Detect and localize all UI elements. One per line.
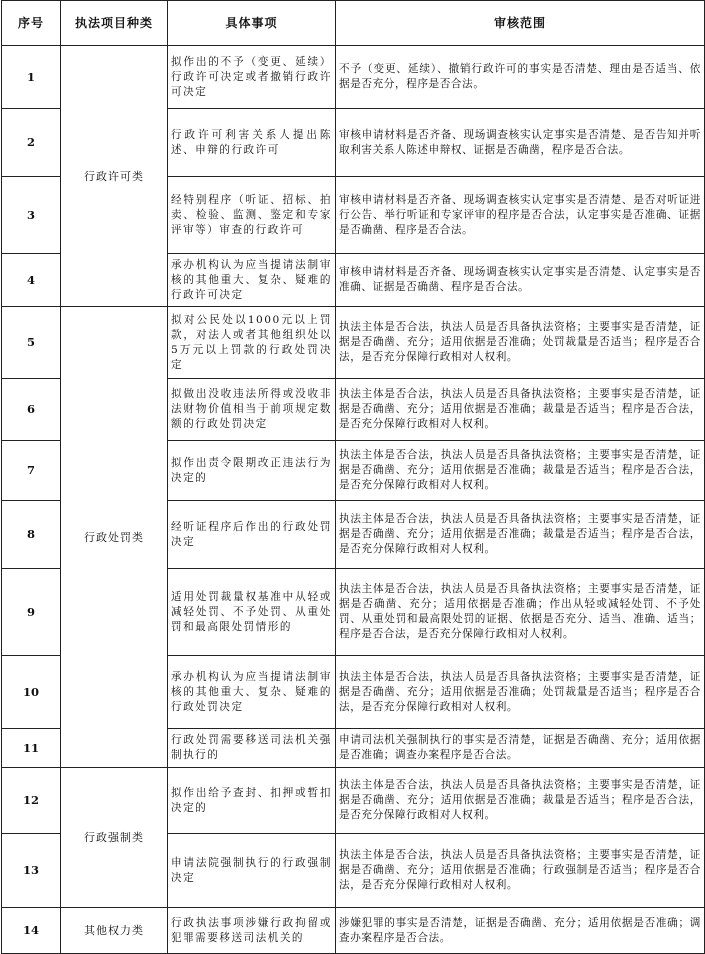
- scope-text: 涉嫌犯罪的事实是否清楚，证据是否确凿、充分；适用依据是否准确；调查办案程序是否合法。: [336, 908, 705, 954]
- header-row: [2, 1, 705, 46]
- row-number: 7: [2, 441, 61, 501]
- scope-text: 审核申请材料是否齐备、现场调查核实认定事实是否清楚、认定事实是否准确、证据是否确凿、程序是否合法。: [336, 254, 705, 307]
- row-number: 6: [2, 379, 61, 441]
- row-number: 14: [2, 908, 61, 954]
- row-number: 3: [2, 177, 61, 254]
- scope-text: 执法主体是否合法，执法人员是否具备执法资格；主要事实是否清楚，证据是否确凿、充分；适用依据是否准确；裁量是否适当；程序是否合法，是否充分保障行政相对人权利。: [336, 768, 705, 834]
- item-text: 拟作出责令限期改正违法行为决定的: [168, 441, 336, 501]
- item-text: 行政许可利害关系人提出陈述、申辩的行政许可: [168, 109, 336, 177]
- row-number: 10: [2, 656, 61, 729]
- scope-text: 审核申请材料是否齐备、现场调查核实认定事实是否清楚、是否对听证进行公告、举行听证和专家评审的程序是否合法，认定事实是否准确、证据是否确凿、程序是否合法。: [336, 177, 705, 254]
- scope-text: 执法主体是否合法，执法人员是否具备执法资格；主要事实是否清楚，证据是否确凿、充分；适用依据是否准确；处罚裁量是否适当；程序是否合法，是否充分保障行政相对人权利。: [336, 307, 705, 379]
- scope-text: 不予（变更、延续）、撤销行政许可的事实是否清楚、理由是否适当、依据是否充分，程序是否合法。: [336, 46, 705, 109]
- row-number: 11: [2, 729, 61, 768]
- item-text: 经特别程序（听证、招标、拍卖、检验、监测、鉴定和专家评审等）审查的行政许可: [168, 177, 336, 254]
- item-text: 承办机构认为应当提请法制审核的其他重大、复杂、疑难的行政处罚决定: [168, 656, 336, 729]
- item-text: 经听证程序后作出的行政处罚决定: [168, 501, 336, 569]
- header-item: 具体事项: [168, 1, 336, 46]
- item-text: 拟对公民处以1000元以上罚款，对法人或者其他组织处以5万元以上罚款的行政处罚决定: [168, 307, 336, 379]
- category-licensing: 行政许可类: [61, 46, 168, 307]
- table-row: [2, 768, 705, 834]
- scope-text: 执法主体是否合法，执法人员是否具备执法资格；主要事实是否清楚，证据是否确凿、充分；适用依据是否准确；裁量是否适当；程序是否合法，是否充分保障行政相对人权利。: [336, 501, 705, 569]
- category-other: 其他权力类: [61, 908, 168, 954]
- row-number: 1: [2, 46, 61, 109]
- scope-text: 审核申请材料是否齐备、现场调查核实认定事实是否清楚、是否告知并听取利害关系人陈述申辩权、证据是否确凿，程序是否合法。: [336, 109, 705, 177]
- row-number: 8: [2, 501, 61, 569]
- header-category: 执法项目种类: [61, 1, 168, 46]
- scope-text: 申请司法机关强制执行的事实是否清楚，证据是否确凿、充分；适用依据是否准确；调查办案程序是否合法。: [336, 729, 705, 768]
- scope-text: 执法主体是否合法，执法人员是否具备执法资格；主要事实是否清楚，证据是否确凿、充分；适用依据是否准确；行政强制是否适当；程序是否合法，是否充分保障行政相对人权利。: [336, 834, 705, 908]
- table-row: [2, 307, 705, 379]
- row-number: 5: [2, 307, 61, 379]
- item-text: 申请法院强制执行的行政强制决定: [168, 834, 336, 908]
- row-number: 13: [2, 834, 61, 908]
- scope-text: 执法主体是否合法，执法人员是否具备执法资格；主要事实是否清楚，证据是否确凿、充分；适用依据是否准确；裁量是否适当；程序是否合法，是否充分保障行政相对人权利。: [336, 441, 705, 501]
- category-penalty: 行政处罚类: [61, 307, 168, 768]
- row-number: 2: [2, 109, 61, 177]
- review-scope-table: [1, 0, 705, 954]
- item-text: 承办机构认为应当提请法制审核的其他重大、复杂、疑难的行政许可决定: [168, 254, 336, 307]
- item-text: 拟做出没收违法所得或没收非法财物价值相当于前项规定数额的行政处罚决定: [168, 379, 336, 441]
- item-text: 拟作出给予查封、扣押或暂扣决定的: [168, 768, 336, 834]
- table-row: [2, 46, 705, 109]
- scope-text: 执法主体是否合法，执法人员是否具备执法资格；主要事实是否清楚，证据是否确凿、充分；适用依据是否准确；作出从轻或减轻处罚、不予处罚、从重处罚和最高限处罚的证据、依据是否充分、适当、准确、适当；程序是否合法，是否充分保障行政相对人权利。: [336, 569, 705, 656]
- item-text: 行政处罚需要移送司法机关强制执行的: [168, 729, 336, 768]
- scope-text: 执法主体是否合法，执法人员是否具备执法资格；主要事实是否清楚，证据是否确凿、充分；适用依据是否准确；处罚裁量是否适当；程序是否合法，是否充分保障行政相对人权利。: [336, 656, 705, 729]
- item-text: 拟作出的不予（变更、延续）行政许可决定或者撤销行政许可决定: [168, 46, 336, 109]
- header-scope: 审核范围: [336, 1, 705, 46]
- scope-text: 执法主体是否合法，执法人员是否具备执法资格；主要事实是否清楚，证据是否确凿、充分；适用依据是否准确；裁量是否适当；程序是否合法，是否充分保障行政相对人权利。: [336, 379, 705, 441]
- table-row: [2, 908, 705, 954]
- category-enforcement: 行政强制类: [61, 768, 168, 908]
- row-number: 9: [2, 569, 61, 656]
- header-no: 序号: [2, 1, 61, 46]
- row-number: 4: [2, 254, 61, 307]
- item-text: 适用处罚裁量权基准中从轻或减轻处罚、不予处罚、从重处罚和最高限处罚情形的: [168, 569, 336, 656]
- row-number: 12: [2, 768, 61, 834]
- item-text: 行政执法事项涉嫌行政拘留或犯罪需要移送司法机关的: [168, 908, 336, 954]
